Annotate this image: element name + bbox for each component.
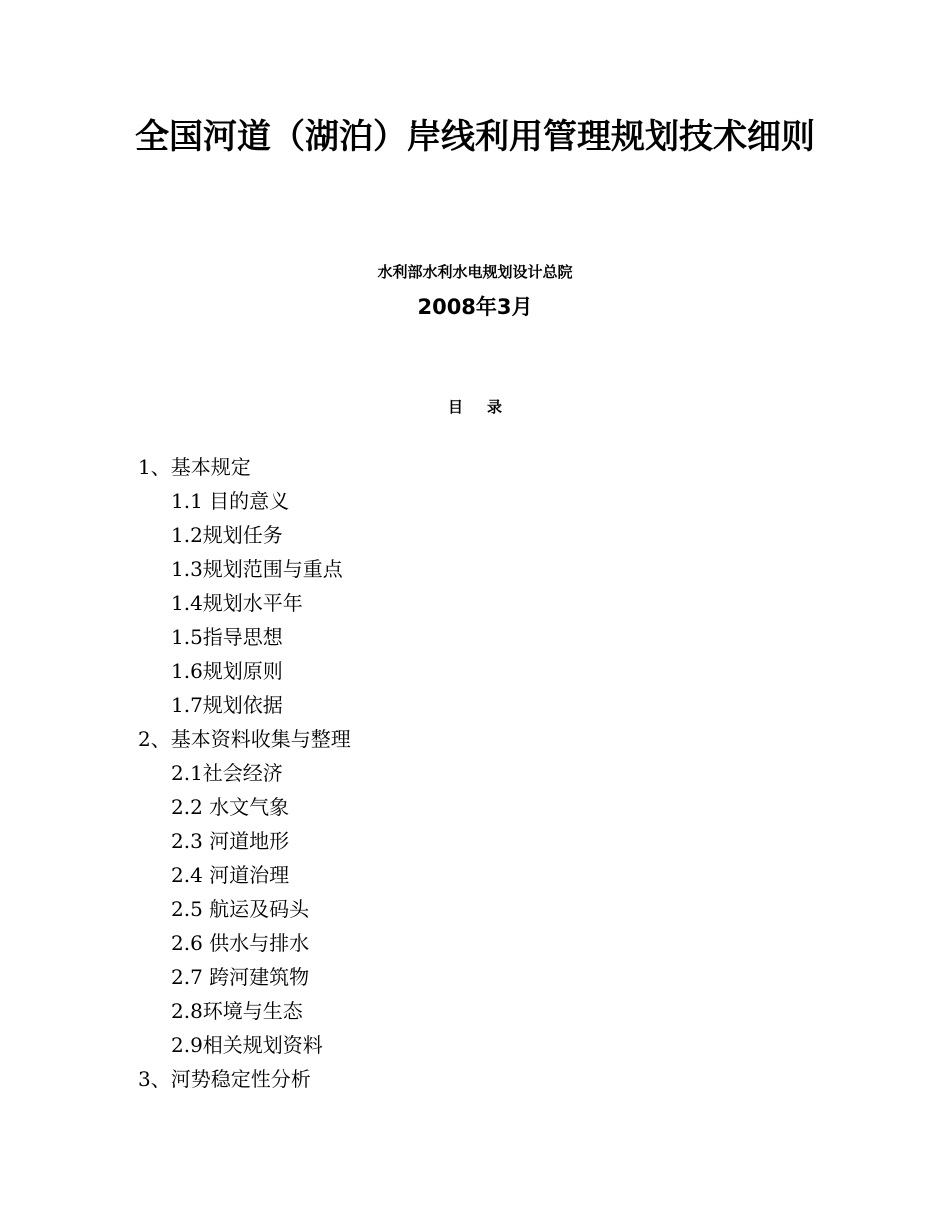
toc-section-item: 1.3规划范围与重点 [171, 557, 343, 581]
toc-section-item: 2.4 河道治理 [171, 863, 290, 887]
toc-chapter-item: 1、基本规定 [138, 455, 251, 479]
toc-chapter-item: 3、河势稳定性分析 [138, 1067, 311, 1091]
toc-section-item: 1.4规划水平年 [171, 591, 303, 615]
toc-section-item: 1.7规划依据 [171, 693, 283, 717]
toc-chapter-item: 2、基本资料收集与整理 [138, 727, 351, 751]
document-title: 全国河道（湖泊）岸线利用管理规划技术细则 [135, 117, 815, 157]
toc-section-item: 2.6 供水与排水 [171, 931, 310, 955]
toc-heading: 目录 [447, 398, 526, 416]
toc-section-item: 2.2 水文气象 [171, 795, 290, 819]
toc-section-item: 2.9相关规划资料 [171, 1033, 323, 1057]
toc-section-item: 1.1 目的意义 [171, 489, 290, 513]
table-of-contents [138, 450, 838, 1096]
toc-section-item: 2.3 河道地形 [171, 829, 290, 853]
toc-section-item: 2.7 跨河建筑物 [171, 965, 310, 989]
toc-section-item: 1.2规划任务 [171, 523, 283, 547]
toc-section-item: 1.5指导思想 [171, 625, 283, 649]
organization-name: 水利部水利水电规划设计总院 [377, 263, 573, 281]
toc-section-item: 2.5 航运及码头 [171, 897, 310, 921]
toc-section-item: 1.6规划原则 [171, 659, 283, 683]
toc-section-item: 2.8环境与生态 [171, 999, 303, 1023]
publication-date: 2008年3月 [417, 295, 533, 319]
toc-section-item: 2.1社会经济 [171, 761, 283, 785]
